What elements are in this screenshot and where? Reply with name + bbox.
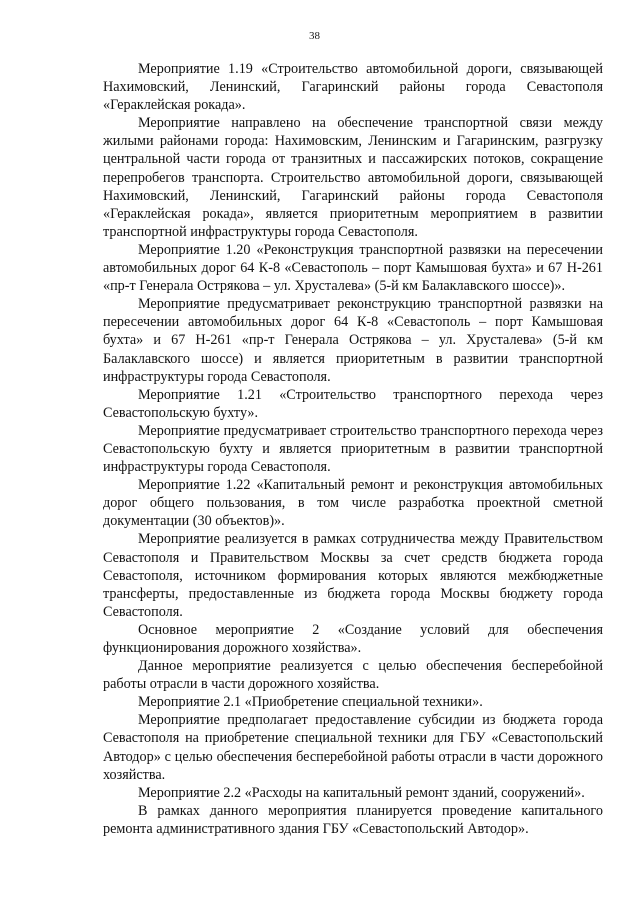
paragraph-main-measure-2-description: Данное мероприятие реализуется с целью обеспечения бесперебойной работы отрасли в части дорожного хозяйства. bbox=[103, 658, 603, 693]
paragraph-measure-1-20: Мероприятие 1.20 «Реконструкция транспортной развязки на пересечении автомобильных дорог 64 К-8 «Севастополь – порт Камышовая бухта» и 67 Н-261 «пр-т Генерала Острякова – ул. Хрусталева» (5-й км Балаклавского шоссе)». bbox=[103, 241, 603, 295]
paragraph-measure-2-2: Мероприятие 2.2 «Расходы на капитальный ремонт зданий, сооружений». bbox=[138, 784, 585, 801]
paragraph-measure-1-22-description: Мероприятие реализуется в рамках сотрудничества между Правительством Севастополя и Правительством Москвы за счет средств бюджета города Севастополя, источником формирования которых являются межбюджетные трансферты, предоставленные из бюджета города Москвы бюджету города Севастополя. bbox=[103, 531, 603, 620]
paragraph-measure-2-2-description: В рамках данного мероприятия планируется проведение капитального ремонта административного здания ГБУ «Севастопольский Автодор». bbox=[103, 802, 603, 837]
document-body bbox=[103, 60, 603, 838]
page-number: 38 bbox=[309, 30, 320, 42]
paragraph-main-measure-2: Основное мероприятие 2 «Создание условий для обеспечения функционирования дорожного хозяйства». bbox=[103, 621, 603, 656]
paragraph-measure-2-1-description: Мероприятие предполагает предоставление субсидии из бюджета города Севастополя на приобретение специальной техники для ГБУ «Севастопольский Автодор» с целью обеспечения бесперебойной работы отрасли в части дорожного хозяйства. bbox=[103, 712, 603, 783]
paragraph-measure-1-22: Мероприятие 1.22 «Капитальный ремонт и реконструкция автомобильных дорог общего пользования, в том числе разработка проектной сметной документации (30 объектов)». bbox=[103, 477, 603, 530]
paragraph-measure-1-19: Мероприятие 1.19 «Строительство автомобильной дороги, связывающей Нахимовский, Ленинский, Гагаринский районы города Севастополя «Гераклейская рокада». bbox=[103, 61, 603, 114]
paragraph-measure-1-20-description: Мероприятие предусматривает реконструкцию транспортной развязки на пересечении автомобильных дорог 64 К-8 «Севастополь – порт Камышовая бухта» и 67 Н-261 «пр-т Генерала Острякова – ул. Хрусталева» (5-й км Балаклавского шоссе) и является приоритетным в развитии транспортной инфраструктуры города Севастополя. bbox=[103, 296, 603, 385]
paragraph-measure-2-1: Мероприятие 2.1 «Приобретение специальной техники». bbox=[138, 694, 483, 711]
paragraph-measure-1-19-description: Мероприятие направлено на обеспечение транспортной связи между жилыми районами города: Нахимовским, Ленинским и Гагаринским, разгрузку центральной части города от транзитных и пассажирских потоков, сокращение перепробегов транспорта. Строительство автомобильной дороги, связывающей Нахимовский, Ленинский, Гагаринский районы города Севастополя «Гераклейская рокада», является приоритетным мероприятием в развитии транспортной инфраструктуры города Севастополя. bbox=[103, 115, 603, 240]
paragraph-measure-1-21: Мероприятие 1.21 «Строительство транспортного перехода через Севастопольскую бухту». bbox=[103, 386, 603, 421]
paragraph-measure-1-21-description: Мероприятие предусматривает строительство транспортного перехода через Севастопольскую бухту и является приоритетным в развитии транспортной инфраструктуры города Севастополя. bbox=[103, 422, 603, 476]
